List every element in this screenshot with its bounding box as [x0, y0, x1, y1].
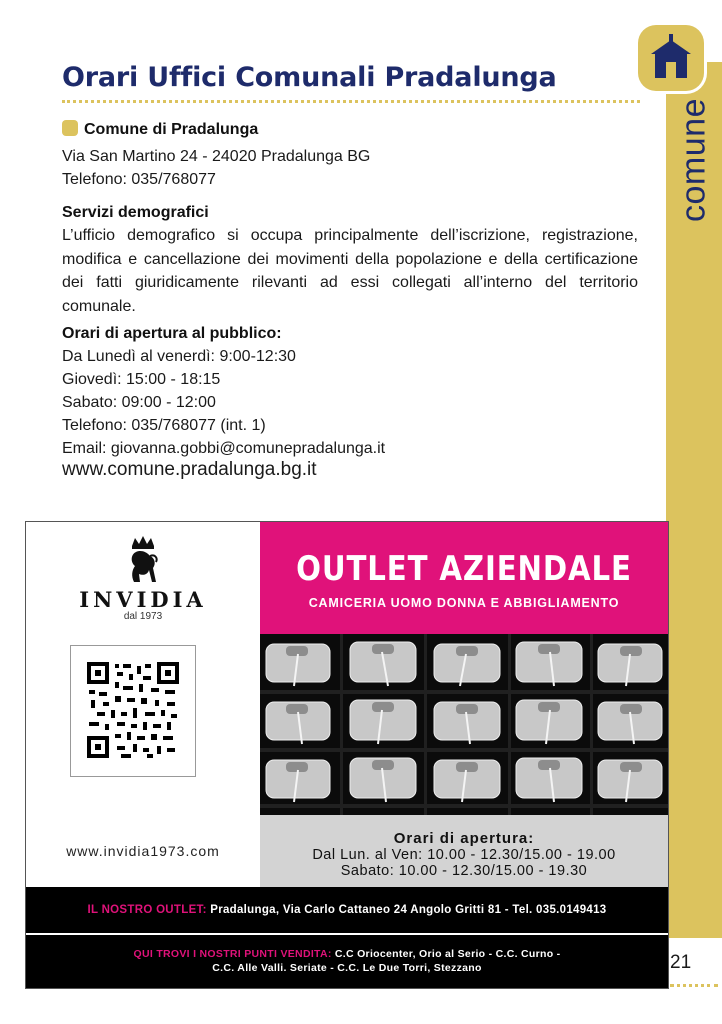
title-divider: [62, 100, 640, 103]
brand-name: INVIDIA: [79, 587, 207, 612]
stores-bar: [26, 935, 668, 988]
ad-subheadline: CAMICERIA UOMO DONNA E ABBIGLIAMENTO: [308, 596, 620, 610]
website-link[interactable]: www.comune.pradalunga.bg.it: [62, 459, 317, 480]
section-label: comune: [674, 98, 713, 222]
ad-hours-box: [260, 815, 668, 887]
bullet-icon: [62, 120, 78, 136]
entity-name: Comune di Pradalunga: [84, 121, 259, 138]
services-heading: Servizi demografici: [62, 204, 209, 221]
outlet-address: Pradalunga, Via Carlo Cattaneo 24 Angolo Gritti 81 - Tel. 035.0149413: [210, 904, 607, 916]
ad-headline: OUTLET AZIENDALE: [296, 549, 632, 589]
page-number-rule: [670, 984, 718, 987]
page-title: Orari Uffici Comunali Pradalunga: [62, 62, 557, 93]
ad-hours-saturday: Sabato: 10.00 - 12.30/15.00 - 19.30: [340, 863, 588, 879]
ad-hours-title: Orari di apertura:: [393, 830, 535, 847]
page-number: 21: [670, 952, 692, 973]
ad-banner: [260, 522, 668, 634]
hours-line: Giovedì: 15:00 - 18:15: [62, 371, 221, 388]
shirts-photo: [260, 634, 668, 815]
entity-heading: [62, 120, 258, 139]
lion-crest-logo: [122, 536, 164, 586]
stores-line-2: C.C. Alle Valli. Seriate - C.C. Le Due Torri, Stezzano: [212, 962, 482, 974]
section-badge: [638, 25, 704, 91]
hours-line: Sabato: 09:00 - 12:00: [62, 394, 216, 411]
hours-line: Da Lunedì al venerdì: 9:00-12:30: [62, 348, 296, 365]
outlet-address-bar: [26, 887, 668, 933]
stores-label: QUI TROVI I NOSTRI PUNTI VENDITA:: [133, 948, 332, 960]
qr-code[interactable]: [70, 645, 196, 777]
ad-website[interactable]: www.invidia1973.com: [66, 843, 220, 859]
services-paragraph: L’ufficio demografico si occupa principalmente dell’iscrizione, registrazione, modifica e cancellazione dei movimenti della popolazione e della certificazione dei fatti giuridicamente rilevanti ad essi collegati all’interno del territorio comunale.: [62, 227, 638, 315]
address-text: Via San Martino 24 - 24020 Pradalunga BG: [62, 148, 371, 165]
outlet-label: IL NOSTRO OUTLET:: [87, 904, 207, 916]
qr-code-icon: [87, 662, 179, 758]
contact-email[interactable]: Email: giovanna.gobbi@comunepradalunga.it: [62, 440, 386, 457]
ad-hours-weekday: Dal Lun. al Ven: 10.00 - 12.30/15.00 - 19.00: [312, 847, 616, 863]
advertisement: [25, 521, 669, 989]
contact-phone: Telefono: 035/768077 (int. 1): [62, 417, 266, 434]
folded-shirts-image: [260, 634, 668, 815]
stores-line-1: C.C Oriocenter, Orio al Serio - C.C. Curno -: [334, 948, 561, 960]
brand-since: dal 1973: [123, 611, 163, 622]
town-hall-icon: [649, 34, 693, 80]
phone-text: Telefono: 035/768077: [62, 171, 216, 188]
hours-heading: Orari di apertura al pubblico:: [62, 325, 282, 342]
